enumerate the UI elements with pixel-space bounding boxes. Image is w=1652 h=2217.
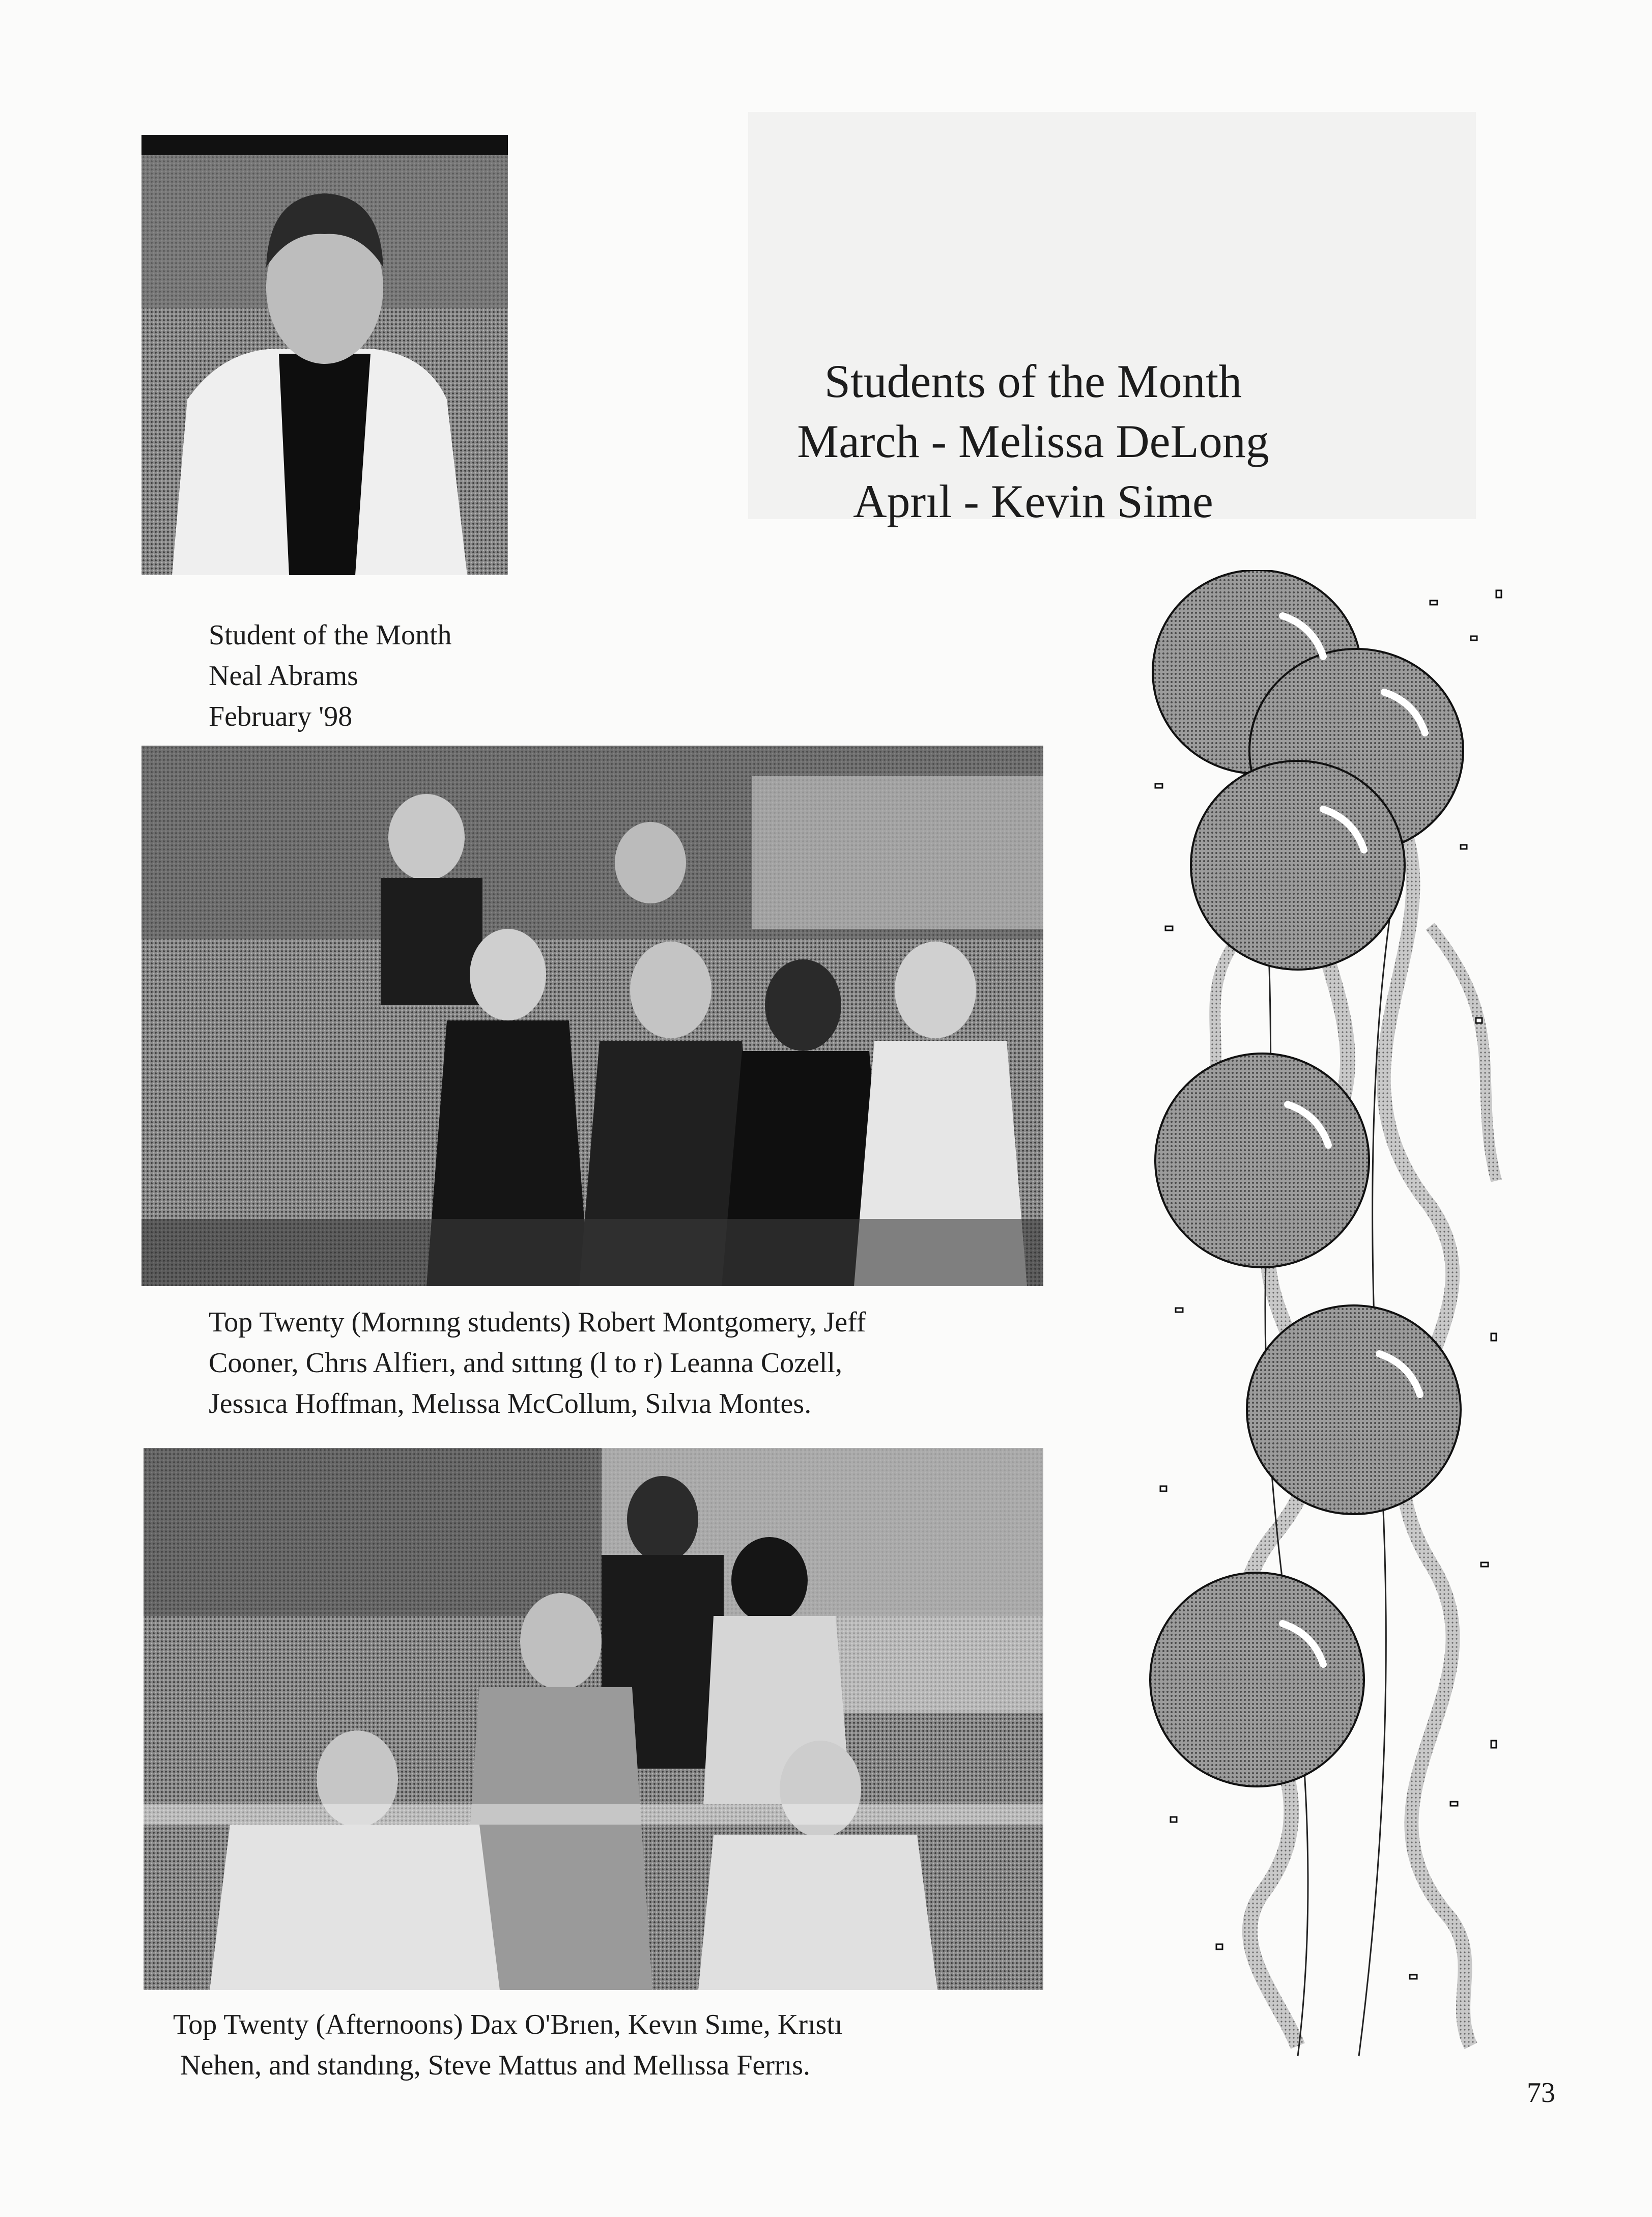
photo-top-twenty-afternoon-caption bbox=[173, 2004, 842, 2086]
caption2-line-3: Jessıca Hoffman, Melıssa McCollum, Sılvıa Montes. bbox=[209, 1388, 812, 1419]
balloons-clipart bbox=[1145, 570, 1527, 2061]
photo-neal-abrams bbox=[141, 135, 508, 575]
balloon-5 bbox=[1247, 1305, 1461, 1514]
caption1-line-1: Student of the Month bbox=[209, 619, 452, 651]
balloon-3 bbox=[1191, 761, 1405, 970]
title-line-2: March - Melissa DeLong bbox=[797, 415, 1269, 467]
balloon-6 bbox=[1150, 1573, 1364, 1786]
photo-top-twenty-afternoon bbox=[144, 1448, 1043, 1990]
caption2-line-1: Top Twenty (Mornıng students) Robert Montgomery, Jeff bbox=[209, 1306, 866, 1338]
caption3-line-2: Nehen, and standıng, Steve Mattus and Mellıssa Ferrıs. bbox=[180, 2050, 811, 2081]
title-line-1: Students of the Month bbox=[824, 355, 1242, 407]
photo-top-twenty-morning bbox=[141, 746, 1043, 1286]
page-title bbox=[753, 351, 1313, 531]
balloon-4 bbox=[1155, 1054, 1369, 1267]
caption1-line-2: Neal Abrams bbox=[209, 660, 358, 692]
page-number: 73 bbox=[1527, 2077, 1555, 2109]
photo-top-twenty-morning-figure bbox=[141, 746, 1043, 1286]
caption1-line-3: February '98 bbox=[209, 701, 353, 732]
photo-top-twenty-morning-caption bbox=[209, 1302, 866, 1424]
photo-top-twenty-afternoon-figure bbox=[144, 1448, 1043, 1990]
caption3-line-1: Top Twenty (Afternoons) Dax O'Brıen, Kevın Sıme, Krıstı bbox=[173, 2009, 843, 2040]
title-line-3: Aprıl - Kevin Sime bbox=[853, 475, 1213, 527]
caption2-line-2: Cooner, Chrıs Alfierı, and sıttıng (l to r) Leanna Cozell, bbox=[209, 1347, 843, 1379]
photo-neal-abrams-caption bbox=[209, 615, 452, 737]
photo-neal-abrams-figure bbox=[141, 135, 508, 575]
